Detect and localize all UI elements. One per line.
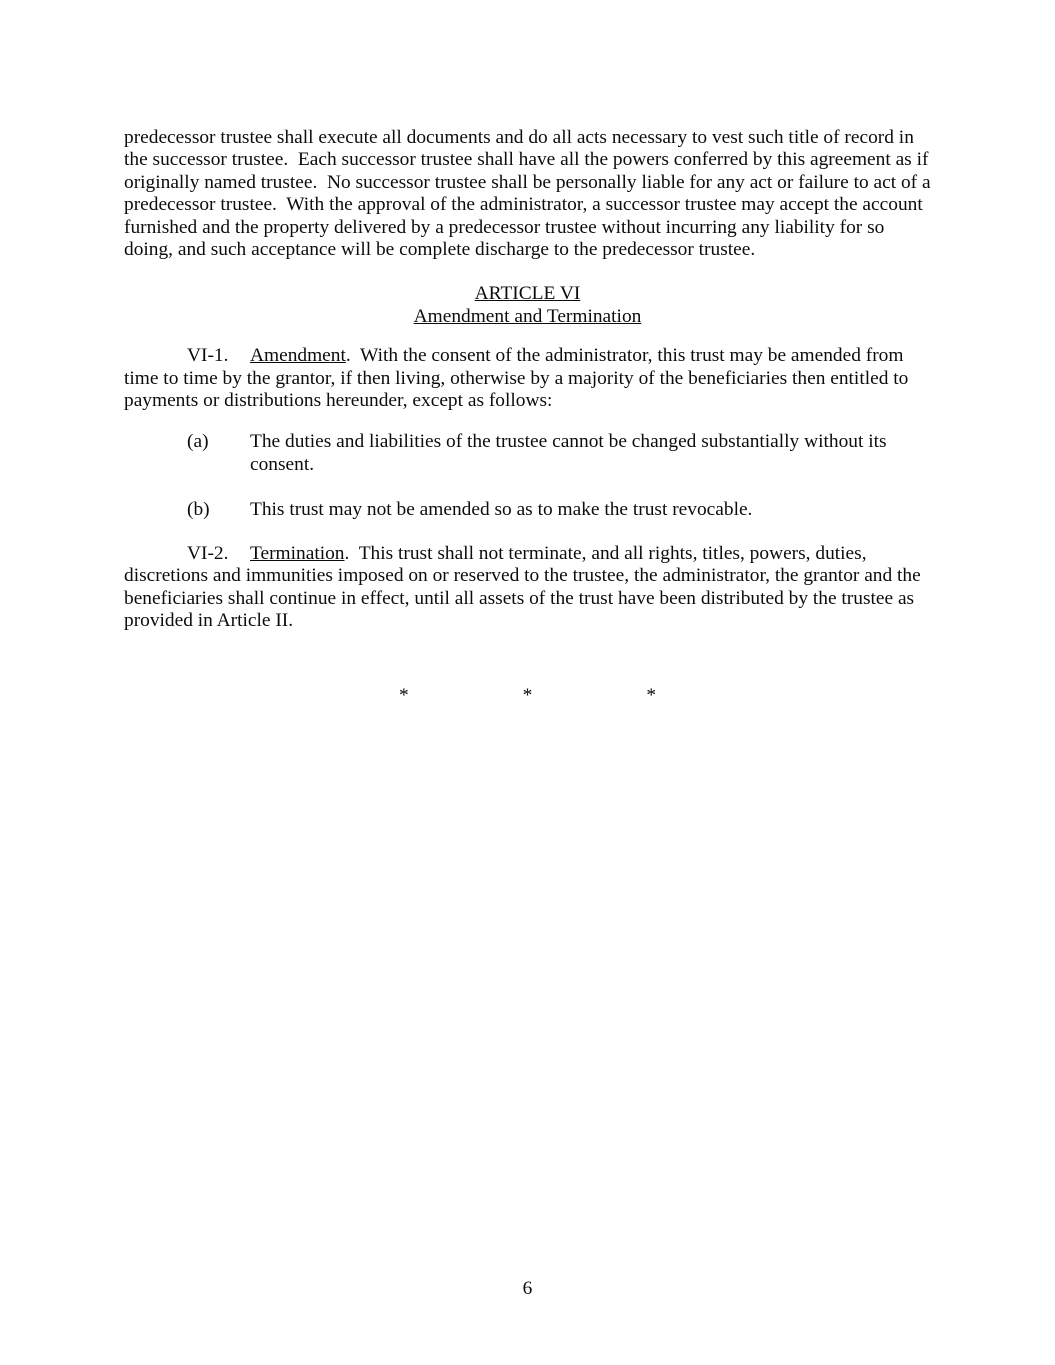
article-subtitle: Amendment and Termination (413, 305, 642, 327)
intro-paragraph: predecessor trustee shall execute all documents and do all acts necessary to vest such title of record in the successor trustee. Each successor trustee shall have all the powers conferred by this agreement as if originally named trustee. No successor trustee shall be personally liable for any act or failure to act of a predecessor trustee. With the approval of the administrator, a successor trustee may accept the account furnished and the property delivered by a predecessor trustee without incurring any liability for so doing, and such acceptance will be complete discharge to the predecessor trustee. (124, 127, 936, 261)
asterisk: * (522, 685, 533, 707)
asterisk: * (398, 685, 409, 707)
section-vi2-paragraph (124, 543, 931, 633)
list-item-a-text: The duties and liabilities of the trustee cannot be changed substantially without its consent. (250, 431, 892, 475)
section-vi1-heading: Amendment (250, 345, 346, 367)
list-item-a (124, 431, 931, 476)
section-vi1-body: . With the consent of the administrator, this trust may be amended from time to time by the grantor, if then living, otherwise by a majority of the beneficiaries then entitled to payments or distributions hereunder, except as follows: (124, 345, 914, 412)
page-number: 6 (522, 1278, 533, 1299)
list-item-b-text: This trust may not be amended so as to make the trust revocable. (250, 499, 753, 521)
section-vi2-number: VI-2. (187, 542, 229, 564)
section-vi1-paragraph (124, 345, 931, 412)
asterisk: * (646, 685, 657, 707)
asterisk-separator (124, 685, 931, 707)
list-item-b (124, 499, 931, 521)
list-item-a-label: (a) (187, 431, 209, 453)
section-vi2-heading: Termination (250, 542, 345, 564)
section-vi2-body: . This trust shall not terminate, and all rights, titles, powers, duties, discretions and immunities imposed on or reserved to the trustee, the administrator, the grantor and the beneficiaries shall continue in effect, until all assets of the trust have been distributed by the trustee as provided in Article II. (124, 542, 926, 631)
section-vi1-number: VI-1. (187, 345, 229, 367)
article-title: ARTICLE VI (474, 283, 581, 305)
page-content (124, 127, 936, 708)
list-item-b-label: (b) (187, 499, 210, 521)
article-heading (124, 283, 931, 328)
